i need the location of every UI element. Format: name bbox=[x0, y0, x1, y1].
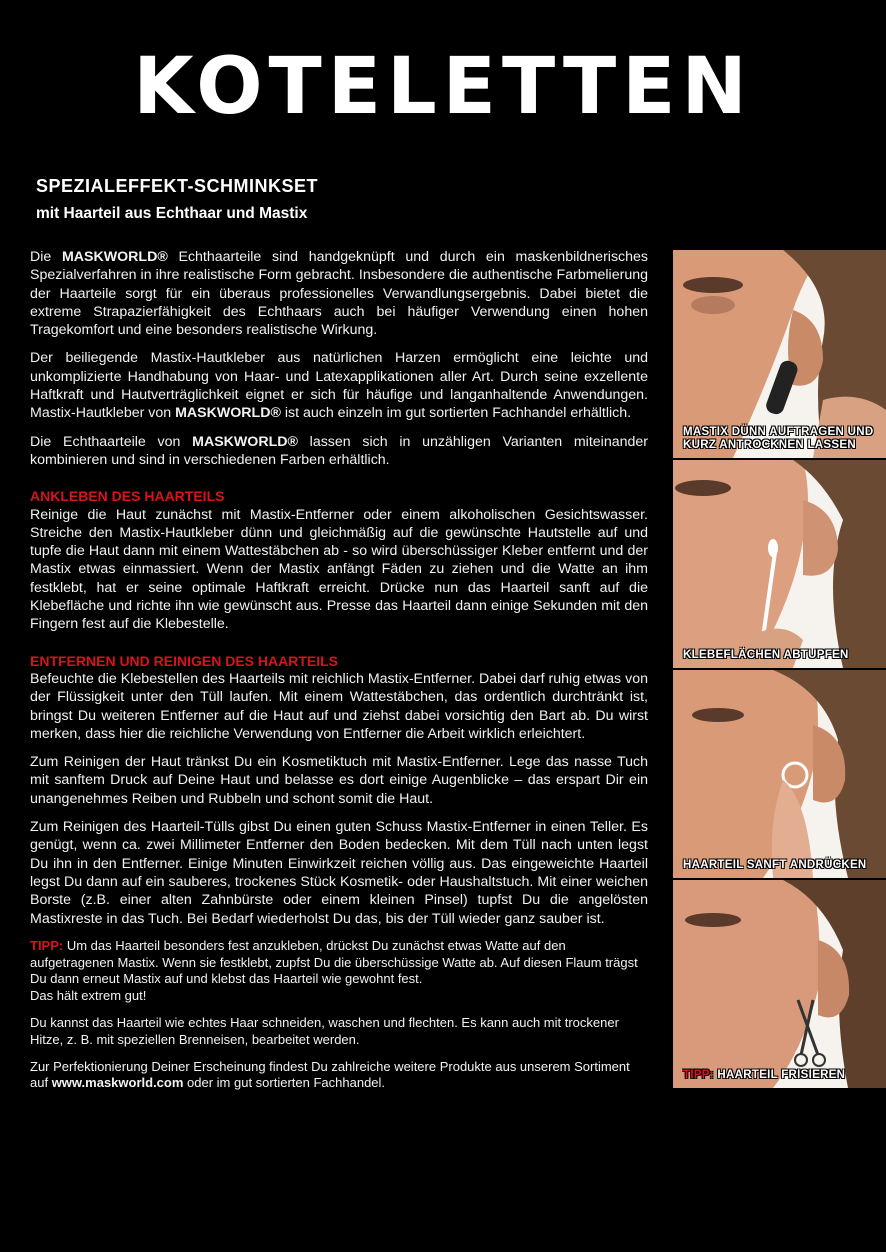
tip-paragraph: TIPP: Um das Haarteil besonders fest anzukleben, drückst Du zunächst etwas Watte auf den aufgetragenen Mastix. Wenn sie festklebt, zupfst Du die überschüssige Watte ab. Auf diesen Flaum trägst Du dann erneut Mastix auf und klebst das Haarteil wie gewohnt fest. Das hält extrem gut! bbox=[30, 937, 638, 1004]
photo-apply-mastix bbox=[673, 250, 886, 458]
section-text-remove-3: Zum Reinigen des Haarteil-Tülls gibst Du einen guten Schuss Mastix-Entferner in einen Teller. Es genügt, wenn ca. zwei Millimeter Entferner den Boden bedecken. Mit dem Tüll nach unten legst Du ihn in den Entferner. Einige Minuten Einwirkzeit reichen völlig aus. Das eingeweichte Haarteil legst Du dann auf ein sauberes, trockenes Stück Kosmetik- oder Haushaltstuch. Mit einer weichen Borste (z.B. einer alten Zahnbürste oder einem kleinen Pinsel) tupfst Du die angelösten Mastixreste in das Tuch. Bei Bedarf wiederholst Du das, bis der Tüll wieder ganz sauber ist. bbox=[30, 819, 648, 927]
face-photo-image bbox=[673, 670, 886, 878]
section-heading-remove: ENTFERNEN UND REINIGEN DES HAARTEILS bbox=[30, 652, 339, 669]
section-text-remove-2: Zum Reinigen der Haut tränkst Du ein Kosmetiktuch mit Mastix-Entferner. Lege das nasse Tuch mit sanftem Druck auf Deine Haut und belasse es dort einige Augenblicke – das erspart Dir ein unangenehmes Reiben und Rubbeln und schont somit die Haut. bbox=[30, 754, 648, 807]
face-photo-image bbox=[673, 880, 886, 1088]
subtitle-secondary: mit Haarteil aus Echthaar und Mastix bbox=[36, 205, 308, 222]
body-text bbox=[30, 248, 648, 1102]
note-paragraph: Du kannst das Haarteil wie echtes Haar schneiden, waschen und flechten. Es kann auch mit trockener Hitze, z. B. mit speziellen Brenneisen, bearbeitet werden. bbox=[30, 1014, 619, 1047]
intro-paragraph-2: Der beiliegende Mastix-Hautkleber aus natürlichen Harzen ermöglicht eine leichte und unkomplizierte Handhabung von Haar- und Latexapplikationen aller Art. Durch seine exzellente Haftkraft und Hautverträglichkeit eignet er sich für häufige und langanhaltende Anwendungen. Mastix-Hautkleber von MASKWORLD® ist auch einzeln im gut sortierten Fachhandel erhältlich. bbox=[30, 350, 648, 422]
intro-paragraph-1: Die MASKWORLD® Echthaarteile sind handgeknüpft und durch ein maskenbildnerisches Spezialverfahren in ihre realistische Form gebracht. Insbesondere die authentische Farbmelierung der Haarteile sorgt für ein überaus professionelles Verwandlungsergebnis. Dabei bietet die extreme Strapazierfähigkeit des Echthaars auch bei häufiger Verwendung einen hohen Tragekomfort und eine besonders realistische Wirkung. bbox=[30, 249, 649, 339]
photo-caption: KLEBEFLÄCHEN ABTUPFEN bbox=[683, 649, 849, 661]
photo-caption: MASTIX DÜNN AUFTRAGEN UND KURZ ANTROCKNEN LASSEN bbox=[683, 426, 874, 451]
closing-paragraph: Zur Perfektionierung Deiner Erscheinung findest Du zahlreiche weitere Produkte aus unserem Sortiment auf www.maskworld.com oder im gut sortierten Fachhandel. bbox=[30, 1058, 630, 1091]
section-text-remove-1: Befeuchte die Klebestellen des Haarteils mit reichlich Mastix-Entferner. Dabei darf ruhig etwas von der Flüssigkeit unter den Tüll laufen. Mit einem Wattestäbchen, das ordentlich durchtränkt ist, bringst Du weiteren Entferner auf die Haut auf und ziehst dabei vorsichtig den Bart ab. Du wirst merken, dass hier die reichliche Verwendung von Entferner die Arbeit wirklich erleichtert. bbox=[30, 670, 648, 742]
photo-caption: TIPP: HAARTEIL FRISIEREN bbox=[683, 1069, 846, 1081]
website-link[interactable]: www.maskworld.com bbox=[51, 1075, 184, 1091]
photo-press-piece bbox=[673, 670, 886, 878]
photo-style-piece bbox=[673, 880, 886, 1088]
section-heading-attach: ANKLEBEN DES HAARTEILS bbox=[30, 488, 225, 505]
face-photo-image bbox=[673, 460, 886, 668]
photo-column bbox=[673, 250, 886, 1090]
subtitle: SPEZIALEFFEKT-SCHMINKSET bbox=[36, 176, 319, 196]
photo-dab-surface bbox=[673, 460, 886, 668]
photo-caption: HAARTEIL SANFT ANDRÜCKEN bbox=[683, 859, 867, 871]
section-text-attach: Reinige die Haut zunächst mit Mastix-Entferner oder einem alkoholischen Gesichtswasser. Streiche den Mastix-Hautkleber dünn und gleichmäßig auf die gewünschte Hautstelle auf und tupfe die Haut dann mit einem Wattestäbchen ab - so wird überschüssiger Kleber entfernt und der Mastix etwas einmassiert. Wenn der Mastix anfängt Fäden zu ziehen und die Watte an ihm festklebt, hat er seine optimale Haftkraft erreicht. Drücke nun das Haarteil sanft auf die Klebefläche und richte ihn wie gewünscht aus. Presse das Haarteil dann einige Sekunden mit den Fingern fest auf die Klebestelle. bbox=[30, 506, 648, 633]
intro-paragraph-3: Die Echthaarteile von MASKWORLD® lassen sich in unzähligen Varianten miteinander kombinieren und sind in verschiedenen Farben erhältlich. bbox=[30, 433, 648, 468]
page-title: KOTELETTEN bbox=[133, 42, 753, 132]
